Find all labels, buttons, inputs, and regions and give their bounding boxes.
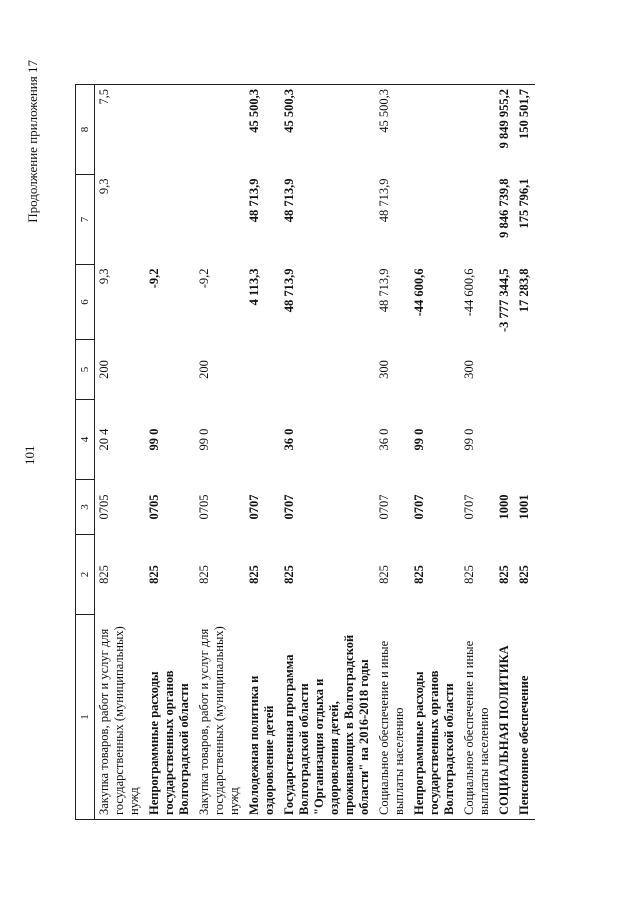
cell-name: Государственная программа Волгоградской области "Организация отдыха и оздоровления детей, проживающих в Волгоградской области" на 2016-2018 годы bbox=[280, 615, 375, 820]
cell-section: 0707 bbox=[247, 494, 261, 520]
continuation-label: Продолжение приложения 17 bbox=[25, 60, 40, 223]
cell-target: 99 0 bbox=[412, 428, 426, 451]
cell-amount-a: 175 796,1 bbox=[517, 178, 531, 229]
cell-change: 4 113,3 bbox=[247, 268, 261, 306]
cell-section: 1000 bbox=[497, 494, 511, 520]
cell-amount-b: 45 500,3 bbox=[375, 85, 410, 175]
cell-ministry: 825 bbox=[517, 565, 531, 584]
cell-name: Социальное обеспечение и иные выплаты населению bbox=[460, 615, 495, 820]
cell-amount-a: 48 713,9 bbox=[377, 178, 391, 223]
cell-expense-type bbox=[280, 340, 375, 400]
table-row bbox=[195, 85, 245, 820]
column-header: 8 bbox=[76, 85, 95, 175]
cell-expense-type bbox=[145, 340, 195, 400]
cell-amount-a bbox=[195, 175, 245, 265]
cell-change: -9,2 bbox=[147, 268, 161, 289]
cell-amount-a: 48 713,9 bbox=[282, 178, 296, 223]
cell-section: 0705 bbox=[97, 494, 111, 520]
column-header: 2 bbox=[76, 535, 95, 615]
cell-name: Пенсионное обеспечение bbox=[515, 615, 535, 820]
cell-amount-a: 48 713,9 bbox=[247, 178, 261, 223]
cell-target: 99 0 bbox=[462, 428, 476, 451]
cell-amount-a: 9,3 bbox=[97, 178, 111, 195]
cell-change: -3 777 344,5 bbox=[497, 268, 511, 333]
cell-ministry: 825 bbox=[247, 565, 261, 584]
header-row bbox=[76, 85, 95, 820]
cell-amount-b: 45 500,3 bbox=[280, 85, 375, 175]
cell-expense-type: 200 bbox=[197, 360, 211, 379]
cell-section: 1001 bbox=[517, 494, 531, 520]
cell-change: 17 283,8 bbox=[517, 268, 531, 313]
cell-change: -44 600,6 bbox=[462, 268, 476, 317]
table-row bbox=[460, 85, 495, 820]
cell-name: Непрограммные расходы государственных органов Волгоградской области bbox=[410, 615, 460, 820]
cell-expense-type: 200 bbox=[97, 360, 111, 379]
cell-ministry: 825 bbox=[462, 565, 476, 584]
cell-name: Непрограммные расходы государственных органов Волгоградской области bbox=[145, 615, 195, 820]
cell-amount-b bbox=[460, 85, 495, 175]
cell-amount-b: 150 501,7 bbox=[515, 85, 535, 175]
table-row bbox=[495, 85, 515, 820]
budget-table bbox=[75, 84, 535, 820]
cell-amount-b bbox=[145, 85, 195, 175]
column-header: 3 bbox=[76, 480, 95, 535]
table-row bbox=[145, 85, 195, 820]
table-row bbox=[410, 85, 460, 820]
column-header: 7 bbox=[76, 175, 95, 265]
column-header: 4 bbox=[76, 400, 95, 480]
cell-change: 48 713,9 bbox=[377, 268, 391, 313]
cell-name: Молодежная политика и оздоровление детей bbox=[245, 615, 280, 820]
cell-change: -9,2 bbox=[197, 268, 211, 289]
page-number: 101 bbox=[22, 445, 37, 465]
cell-ministry: 825 bbox=[377, 565, 391, 584]
cell-expense-type bbox=[245, 340, 280, 400]
cell-section: 0705 bbox=[197, 494, 211, 520]
cell-amount-a bbox=[410, 175, 460, 265]
cell-section: 0705 bbox=[147, 494, 161, 520]
cell-target: 36 0 bbox=[282, 428, 296, 451]
cell-amount-a: 9 846 739,8 bbox=[497, 178, 511, 238]
cell-expense-type: 300 bbox=[377, 360, 391, 379]
cell-target bbox=[495, 400, 515, 480]
cell-change: -44 600,6 bbox=[412, 268, 426, 317]
cell-name: СОЦИАЛЬНАЯ ПОЛИТИКА bbox=[495, 615, 515, 820]
cell-ministry: 825 bbox=[197, 565, 211, 584]
cell-ministry: 825 bbox=[97, 565, 111, 584]
cell-amount-b: 7,5 bbox=[95, 85, 146, 175]
cell-name: Социальное обеспечение и иные выплаты населению bbox=[375, 615, 410, 820]
cell-ministry: 825 bbox=[282, 565, 296, 584]
cell-amount-b: 45 500,3 bbox=[245, 85, 280, 175]
cell-amount-a bbox=[460, 175, 495, 265]
table-row bbox=[375, 85, 410, 820]
cell-ministry: 825 bbox=[147, 565, 161, 584]
cell-expense-type bbox=[515, 340, 535, 400]
table-row bbox=[515, 85, 535, 820]
cell-change: 48 713,9 bbox=[282, 268, 296, 313]
cell-section: 0707 bbox=[282, 494, 296, 520]
cell-target: 99 0 bbox=[147, 428, 161, 451]
cell-ministry: 825 bbox=[497, 565, 511, 584]
cell-amount-b bbox=[410, 85, 460, 175]
cell-ministry: 825 bbox=[412, 565, 426, 584]
cell-section: 0707 bbox=[377, 494, 391, 520]
table-row bbox=[280, 85, 375, 820]
cell-expense-type bbox=[410, 340, 460, 400]
column-header: 1 bbox=[76, 615, 95, 820]
cell-target bbox=[515, 400, 535, 480]
table-body bbox=[95, 85, 536, 820]
cell-change: 9,3 bbox=[97, 268, 111, 285]
cell-amount-b bbox=[195, 85, 245, 175]
column-header: 6 bbox=[76, 265, 95, 340]
cell-expense-type bbox=[495, 340, 515, 400]
cell-section: 0707 bbox=[412, 494, 426, 520]
cell-target bbox=[245, 400, 280, 480]
table-header bbox=[76, 85, 95, 820]
table-row bbox=[245, 85, 280, 820]
column-header: 5 bbox=[76, 340, 95, 400]
table-row bbox=[95, 85, 146, 820]
cell-amount-b: 9 849 955,2 bbox=[495, 85, 515, 175]
cell-target: 36 0 bbox=[377, 428, 391, 451]
cell-name: Закупка товаров, работ и услуг для государственных (муниципальных) нужд bbox=[95, 615, 146, 820]
cell-section: 0707 bbox=[462, 494, 476, 520]
cell-expense-type: 300 bbox=[462, 360, 476, 379]
cell-target: 99 0 bbox=[197, 428, 211, 451]
cell-target: 20 4 bbox=[97, 428, 111, 451]
cell-amount-a bbox=[145, 175, 195, 265]
cell-name: Закупка товаров, работ и услуг для государственных (муниципальных) нужд bbox=[195, 615, 245, 820]
